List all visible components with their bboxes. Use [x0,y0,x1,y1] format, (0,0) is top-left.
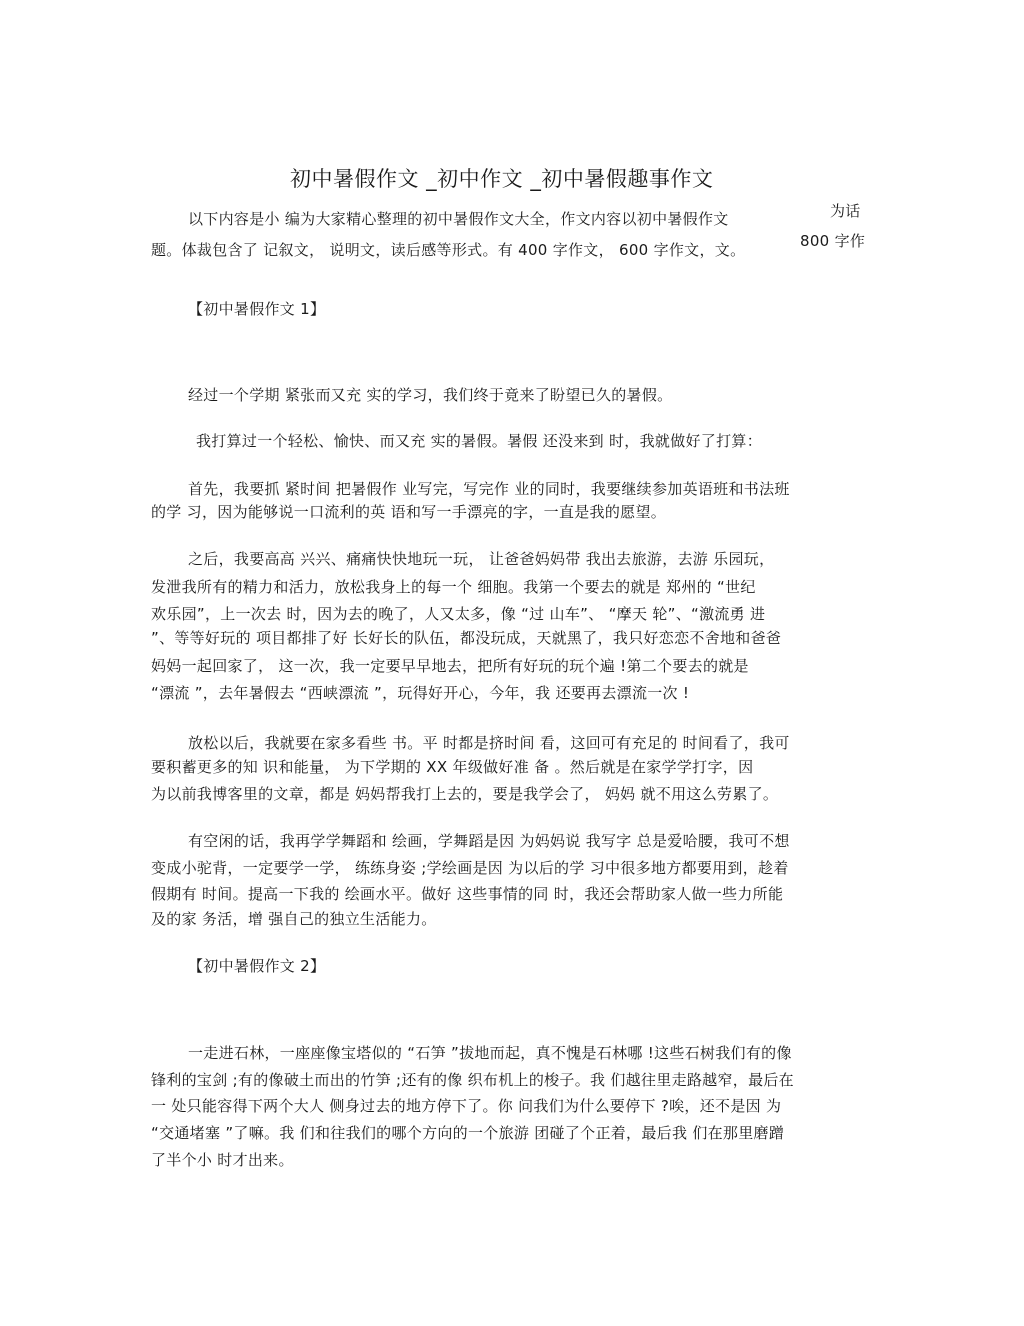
paragraph-line: 了半个小 时才出来。 [151,1151,294,1169]
paragraph-line: 之后，我要高高 兴兴、痛痛快快地玩一玩， 让爸爸妈妈带 我出去旅游，去游 乐园玩， [188,550,775,568]
paragraph-line: 发泄我所有的精力和活力，放松我身上的每一个 细胞。我第一个要去的就是 郑州的 “世纪 [151,578,756,596]
paragraph-line: 要积蓄更多的知 识和能量， 为下学期的 XX 年级做好准 备 。然后就是在家学学打字，因 [151,758,754,776]
paragraph-line: 的学 习，因为能够说一口流利的英 语和写一手漂亮的字，一直是我的愿望。 [151,503,667,521]
paragraph-line: 为以前我博客里的文章，都是 妈妈帮我打上去的，要是我学会了， 妈妈 就不用这么劳累了。 [151,785,779,803]
paragraph-line: 欢乐园”，上一次去 时，因为去的晚了，人又太多，像 “过 山车”、 “摩天 轮”、“激流勇 进 [151,605,766,623]
section-heading-2: 【初中暑假作文 2】 [188,957,326,975]
paragraph-line: 一 处只能容得下两个大人 侧身过去的地方停下了。你 问我们为什么要停下 ?唉，还不是因 为 [151,1097,782,1115]
document-title: 初中暑假作文 _初中作文 _初中暑假趣事作文 [290,167,714,191]
paragraph-line: 放松以后，我就要在家多看些 书。平 时都是挤时间 看，这回可有充足的 时间看了，我可 [188,734,790,752]
intro-side-note-2: 800 字作 [800,232,866,250]
intro-side-note-1: 为话 [830,202,861,220]
paragraph-line: 及的家 务活，增 强自己的独立生活能力。 [151,910,437,928]
paragraph-line: “交通堵塞 ”了嘛。我 们和往我们的哪个方向的一个旅游 团碰了个正着，最后我 们在那里磨蹭 [151,1124,785,1142]
paragraph-line: 经过一个学期 紧张而又充 实的学习，我们终于竟来了盼望已久的暑假。 [188,386,673,404]
section-heading-1: 【初中暑假作文 1】 [188,300,326,318]
paragraph-line: 变成小驼背，一定要学一学， 练练身姿 ;学绘画是因 为以后的学 习中很多地方都要用到，趁着 [151,859,789,877]
paragraph-line: 锋利的宝剑 ;有的像破土而出的竹笋 ;还有的像 织布机上的梭子。我 们越往里走路越窄，最后在 [151,1071,794,1089]
paragraph-line: 有空闲的话，我再学学舞蹈和 绘画，学舞蹈是因 为妈妈说 我写字 总是爱哈腰，我可不想 [188,832,790,850]
paragraph-line: 我打算过一个轻松、愉快、而又充 实的暑假。暑假 还没来到 时，我就做好了打算： [196,432,763,450]
intro-line-1: 以下内容是小 编为大家精心整理的初中暑假作文大全，作文内容以初中暑假作文 [188,210,729,228]
paragraph-line: ”、等等好玩的 项目都排了好 长好长的队伍，都没玩成，天就黑了，我只好恋恋不舍地和爸爸 [151,629,782,647]
paragraph-line: 妈妈一起回家了， 这一次，我一定要早早地去，把所有好玩的玩个遍 !第二个要去的就是 [151,657,749,675]
paragraph-line: 首先，我要抓 紧时间 把暑假作 业写完，写完作 业的同时，我要继续参加英语班和书法班 [188,480,790,498]
intro-line-2: 题。体裁包含了 记叙文， 说明文，读后感等形式。有 400 字作文， 600 字作文，文。 [151,241,746,259]
paragraph-line: 假期有 时间。提高一下我的 绘画水平。做好 这些事情的同 时，我还会帮助家人做一些力所能 [151,885,784,903]
paragraph-line: 一走进石林，一座座像宝塔似的 “石笋 ”拔地而起，真不愧是石林哪 !这些石树我们有的像 [188,1044,792,1062]
paragraph-line: “漂流 ”，去年暑假去 “西峡漂流 ”，玩得好开心，今年，我 还要再去漂流一次 ! [151,684,690,702]
